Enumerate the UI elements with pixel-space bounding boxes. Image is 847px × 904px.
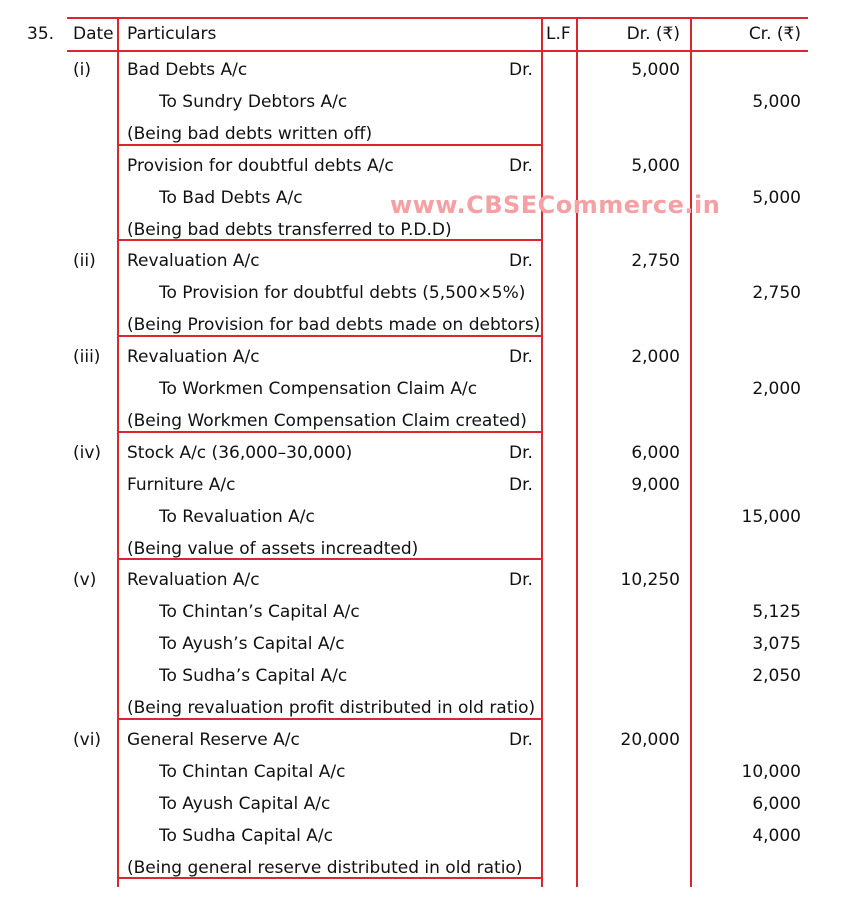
entry-particulars: To Chintan Capital A/c [159, 761, 346, 782]
dr-mark: Dr. [509, 251, 533, 272]
entry-particulars: To Chintan’s Capital A/c [159, 602, 360, 623]
credit-amount: 2,750 [752, 283, 801, 304]
entry-narration: (Being Workmen Compensation Claim created) [127, 410, 527, 431]
entry-date: (v) [73, 570, 97, 591]
header-lf: L.F [546, 24, 571, 44]
entry-particulars: To Ayush Capital A/c [159, 793, 331, 814]
entry-particulars: To Sudha’s Capital A/c [159, 666, 348, 687]
header-dr: Dr. (₹) [626, 24, 680, 44]
entry-separator [117, 239, 543, 241]
dr-mark: Dr. [509, 729, 533, 750]
entry-particulars: To Provision for doubtful debts (5,500×5%) [159, 283, 526, 304]
entry-particulars: To Workmen Compensation Claim A/c [159, 379, 478, 399]
credit-amount: 2,000 [752, 379, 801, 399]
entry-narration: (Being Provision for bad debts made on debtors) [127, 315, 541, 336]
credit-amount: 15,000 [741, 506, 801, 527]
debit-amount: 2,750 [631, 251, 680, 272]
entry-date: (iii) [73, 347, 101, 368]
credit-amount: 5,000 [752, 187, 801, 208]
entry-particulars: To Bad Debts A/c [159, 187, 303, 208]
entry-particulars: Furniture A/c [127, 474, 236, 495]
entry-date: (ii) [73, 251, 96, 272]
credit-amount: 10,000 [741, 761, 801, 782]
header-date: Date [73, 24, 114, 44]
entry-particulars: Provision for doubtful debts A/c [127, 155, 394, 176]
entry-particulars: Revaluation A/c [127, 251, 260, 272]
particulars-column-divider [541, 17, 543, 887]
debit-amount: 5,000 [631, 155, 680, 176]
entry-particulars: Revaluation A/c [127, 570, 260, 591]
entry-separator [117, 335, 543, 337]
entry-date: (i) [73, 60, 91, 80]
entry-narration: (Being bad debts transferred to P.D.D) [127, 219, 452, 240]
entry-separator [117, 558, 543, 560]
entry-separator [117, 144, 543, 146]
question-number: 35. [27, 24, 55, 44]
entry-particulars: To Sundry Debtors A/c [159, 91, 348, 112]
entry-particulars: Bad Debts A/c [127, 60, 248, 80]
header-particulars: Particulars [127, 24, 217, 44]
debit-amount: 10,250 [620, 570, 680, 591]
entry-narration: (Being general reserve distributed in old ratio) [127, 857, 523, 878]
header-cr: Cr. (₹) [748, 24, 801, 44]
dr-column-divider [690, 17, 692, 887]
entry-date: (iv) [73, 442, 102, 463]
entry-particulars: General Reserve A/c [127, 729, 300, 750]
credit-amount: 5,125 [752, 602, 801, 623]
header-top-border [67, 17, 808, 19]
entry-separator [117, 718, 543, 720]
dr-mark: Dr. [509, 442, 533, 463]
dr-mark: Dr. [509, 570, 533, 591]
dr-mark: Dr. [509, 347, 533, 368]
credit-amount: 3,075 [752, 634, 801, 655]
debit-amount: 2,000 [631, 347, 680, 368]
date-column-divider [117, 17, 119, 887]
entry-separator [117, 431, 543, 433]
watermark-text: www.CBSECommerce.in [390, 191, 721, 219]
entry-particulars: To Sudha Capital A/c [159, 825, 333, 846]
credit-amount: 2,050 [752, 666, 801, 687]
header-bottom-border [67, 50, 808, 52]
credit-amount: 6,000 [752, 793, 801, 814]
dr-mark: Dr. [509, 474, 533, 495]
entry-particulars: Revaluation A/c [127, 347, 260, 368]
debit-amount: 6,000 [631, 442, 680, 463]
entry-narration: (Being revaluation profit distributed in old ratio) [127, 698, 536, 718]
entry-particulars: To Ayush’s Capital A/c [159, 634, 345, 655]
entry-particulars: To Revaluation A/c [159, 506, 315, 527]
dr-mark: Dr. [509, 60, 533, 80]
entry-particulars: Stock A/c (36,000–30,000) [127, 442, 353, 463]
entry-date: (vi) [73, 729, 102, 750]
debit-amount: 9,000 [631, 474, 680, 495]
debit-amount: 5,000 [631, 60, 680, 80]
credit-amount: 5,000 [752, 91, 801, 112]
entry-narration: (Being bad debts written off) [127, 123, 373, 144]
table-bottom-border [117, 877, 543, 879]
credit-amount: 4,000 [752, 825, 801, 846]
debit-amount: 20,000 [620, 729, 680, 750]
entry-narration: (Being value of assets increadted) [127, 538, 419, 559]
dr-mark: Dr. [509, 155, 533, 176]
